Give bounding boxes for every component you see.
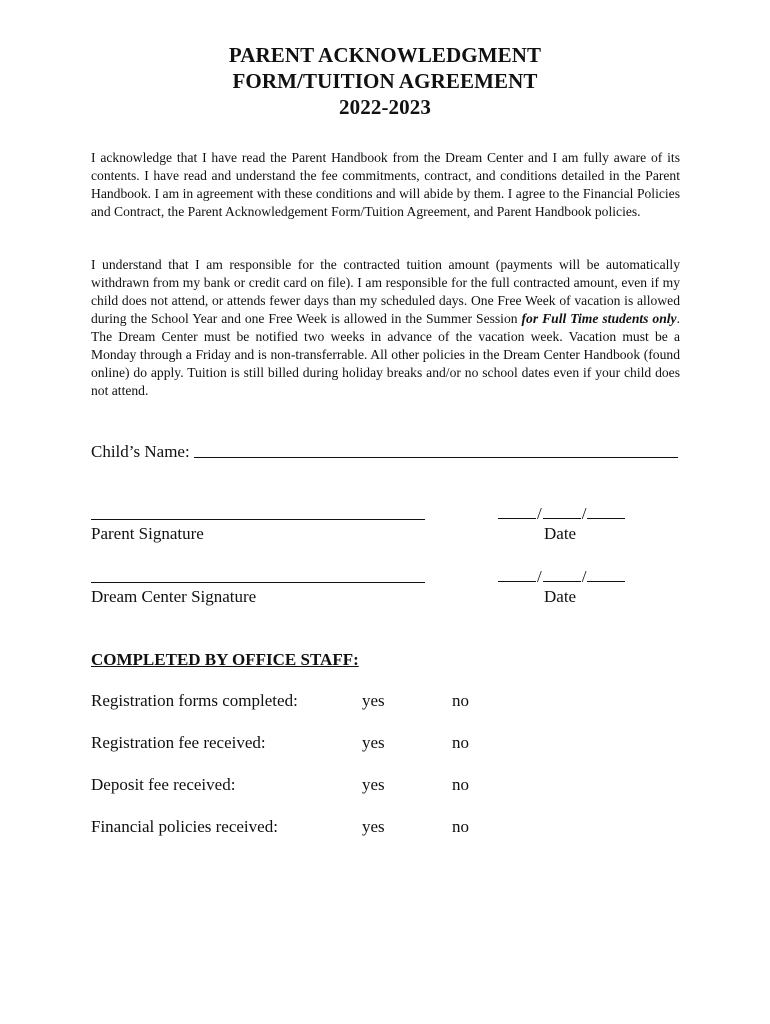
child-name-label: Child’s Name: [91,442,190,461]
title-line-1: PARENT ACKNOWLEDGMENT [228,43,542,67]
dream-center-date-day-blank[interactable] [543,567,581,582]
dream-center-signature-line[interactable] [91,582,425,583]
dream-center-date-label: Date [544,587,577,606]
no-option[interactable]: no [452,733,469,752]
dream-center-date-month-blank[interactable] [498,567,536,582]
acknowledgement-paragraph: I acknowledge that I have read the Parent Handbook from the Dream Center and I am fully aware of its contents. I have read and understand the fee commitments, contract, and conditions detailed in the Parent Handbook. I am in agreement with these conditions and will abide by them. I agree to the Financial Policies and Contract, the Parent Acknowledgement Form/Tuition Agreement, and Parent Handbook policies. [91,150,680,219]
office-row-registration-fee [91,733,691,755]
child-name-line[interactable] [194,457,678,458]
form-title [0,42,770,120]
office-row-financial-policies [91,817,691,839]
office-row-label: Deposit fee received: [91,775,236,794]
parent-signature-line[interactable] [91,519,425,520]
tuition-paragraph [91,256,680,400]
yes-option[interactable]: yes [362,775,385,794]
office-row-label: Financial policies received: [91,817,278,836]
tuition-emphasis: for Full Time students only [521,311,677,326]
title-line-3: 2022-2023 [339,95,431,119]
yes-option[interactable]: yes [362,691,385,710]
office-row-label: Registration fee received: [91,733,266,752]
office-row-registration-forms [91,691,691,713]
no-option[interactable]: no [452,817,469,836]
parent-signature-label: Parent Signature [91,524,204,543]
tuition-text-part-1: I understand that I am responsible for the contracted tuition amount (payments will be automatically withdrawn from my bank or credit card on file). I am responsible for the full contracted amount, even if my child does not attend, or attends fewer days than my scheduled days. One Free Week of vacation is allowed during the School Year and one Free Week is allowed in the Summer Session [91,257,680,326]
title-line-2: FORM/TUITION AGREEMENT [232,69,538,93]
dream-center-date-field[interactable] [498,567,625,587]
yes-option[interactable]: yes [362,817,385,836]
dream-center-signature-label: Dream Center Signature [91,587,257,606]
no-option[interactable]: no [452,775,469,794]
dream-center-date-year-blank[interactable] [587,567,625,582]
parent-date-day-blank[interactable] [543,504,581,519]
parent-date-field[interactable] [498,504,625,524]
date-separator: / [537,504,542,523]
date-separator: / [537,567,542,586]
parent-date-label: Date [544,524,577,543]
parent-date-month-blank[interactable] [498,504,536,519]
tuition-text-part-2: . The Dream Center must be notified two weeks in advance of the vacation week. Vacation must be a Monday through a Friday and is non-transferrable. All other policies in the Dream Center Handbook (found online) do apply. Tuition is still billed during holiday breaks and/or no school dates even if your child does not attend. [91,311,680,398]
office-row-label: Registration forms completed: [91,691,298,710]
parent-date-year-blank[interactable] [587,504,625,519]
office-row-deposit-fee [91,775,691,797]
no-option[interactable]: no [452,691,469,710]
date-separator: / [581,567,587,586]
office-staff-heading: COMPLETED BY OFFICE STAFF: [91,650,359,669]
yes-option[interactable]: yes [362,733,385,752]
date-separator: / [581,504,587,523]
